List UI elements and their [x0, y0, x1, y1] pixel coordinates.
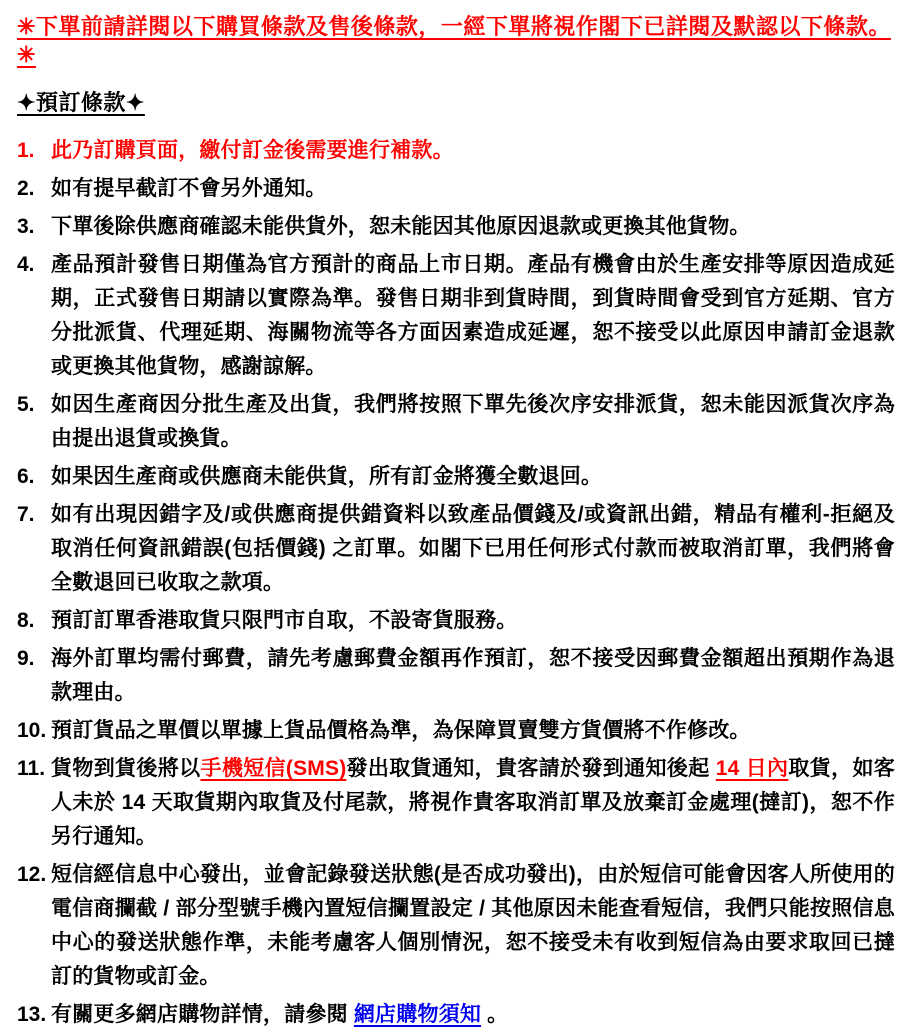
term-number: 3.	[17, 215, 35, 238]
term-number: 6.	[17, 465, 35, 488]
purchase-notice-title: ✳下單前請詳閱以下購買條款及售後條款，一經下單將視作閣下已詳閱及默認以下條款。✳	[17, 14, 891, 67]
term-item	[17, 604, 895, 638]
section-header-row	[17, 89, 895, 117]
term-segment: 取貨，如客人未於 14 天取貨期內取貨及付尾款，將視作貴客取消訂單及放棄訂金處理(撻訂)，恕不作另行通知。	[51, 757, 896, 848]
term-item	[17, 210, 895, 244]
term-text	[51, 210, 895, 244]
term-text	[51, 248, 895, 384]
term-item	[17, 998, 895, 1032]
term-segment: 。	[481, 1003, 509, 1026]
term-segment: 如因生產商因分批生產及出貨，我們將按照下單先後次序安排派貨，恕未能因派貨次序為由提出退貨或換貨。	[51, 393, 895, 450]
term-segment: 預訂貨品之單價以單據上貨品價格為準，為保障買賣雙方貨價將不作修改。	[51, 719, 751, 742]
term-item	[17, 460, 895, 494]
term-segment: 預訂訂單香港取貨只限門市自取，不設寄貨服務。	[51, 609, 518, 632]
term-text	[51, 714, 895, 748]
term-item	[17, 714, 895, 748]
term-number: 13.	[17, 1003, 47, 1026]
term-segment: 下單後除供應商確認未能供貨外，恕未能因其他原因退款或更換其他貨物。	[51, 215, 751, 238]
term-number: 10.	[17, 719, 47, 742]
term-segment: 如有出現因錯字及/或供應商提供錯資料以致產品價錢及/或資訊出錯，精品有權利-拒絕及取消任何資訊錯誤(包括價錢) 之訂單。如閣下已用任何形式付款而被取消訂單，我們將會全數退回已收取之款項。	[51, 503, 895, 594]
term-segment: 產品預計發售日期僅為官方預計的商品上市日期。產品有機會由於生產安排等原因造成延期，正式發售日期請以實際為準。發售日期非到貨時間，到貨時間會受到官方延期、官方分批派貨、代理延期、海關物流等各方面因素造成延遲，恕不接受以此原因申請訂金退款或更換其他貨物，感謝諒解。	[51, 253, 895, 378]
section-header-preorder-terms: ✦預訂條款✦	[17, 90, 145, 115]
term-text	[51, 498, 895, 600]
term-item	[17, 388, 895, 456]
term-item	[17, 752, 895, 854]
term-text	[51, 460, 895, 494]
store-shopping-guide-link[interactable]: 網店購物須知	[353, 1003, 482, 1026]
term-item	[17, 134, 895, 168]
term-number: 2.	[17, 177, 35, 200]
term-text	[51, 604, 895, 638]
terms-list	[17, 134, 895, 1032]
term-number: 9.	[17, 647, 35, 670]
term-segment: 貨物到貨後將以	[51, 757, 201, 780]
term-text	[51, 752, 895, 854]
term-segment: 短信經信息中心發出，並會記錄發送狀態(是否成功發出)，由於短信可能會因客人所使用的電信商攔截 / 部分型號手機內置短信攔置設定 / 其他原因未能查看短信，我們只能按照信息中心的發送狀態作準，未能考慮客人個別情況，恕不接受未有收到短信為由要求取回已撻訂的貨物或訂金。	[51, 863, 895, 988]
term-item	[17, 498, 895, 600]
term-number: 12.	[17, 863, 47, 886]
term-segment: 此乃訂購頁面，繳付訂金後需要進行補款。	[51, 139, 454, 162]
term-segment: 如果因生產商或供應商未能供貨，所有訂金將獲全數退回。	[51, 465, 603, 488]
term-number: 11.	[17, 757, 46, 780]
term-segment: 有關更多網店購物詳情，請參閱	[51, 1003, 354, 1026]
term-number: 1.	[17, 139, 35, 162]
term-item	[17, 248, 895, 384]
term-text	[51, 858, 895, 994]
term-item	[17, 172, 895, 206]
term-text	[51, 172, 895, 206]
term-segment: 手機短信(SMS)	[200, 757, 347, 780]
term-text	[51, 134, 895, 168]
term-number: 4.	[17, 253, 35, 276]
term-text	[51, 642, 895, 710]
term-number: 7.	[17, 503, 35, 526]
term-segment: 14 日內	[715, 757, 789, 780]
term-segment: 如有提早截訂不會另外通知。	[51, 177, 327, 200]
term-segment: 海外訂單均需付郵費，請先考慮郵費金額再作預訂，恕不接受因郵費金額超出預期作為退款理由。	[51, 647, 895, 704]
term-item	[17, 858, 895, 994]
term-segment: 發出取貨通知，貴客請於發到通知後起	[346, 757, 716, 780]
term-text	[51, 998, 895, 1032]
term-number: 8.	[17, 609, 35, 632]
term-text	[51, 388, 895, 456]
term-item	[17, 642, 895, 710]
term-number: 5.	[17, 393, 35, 416]
